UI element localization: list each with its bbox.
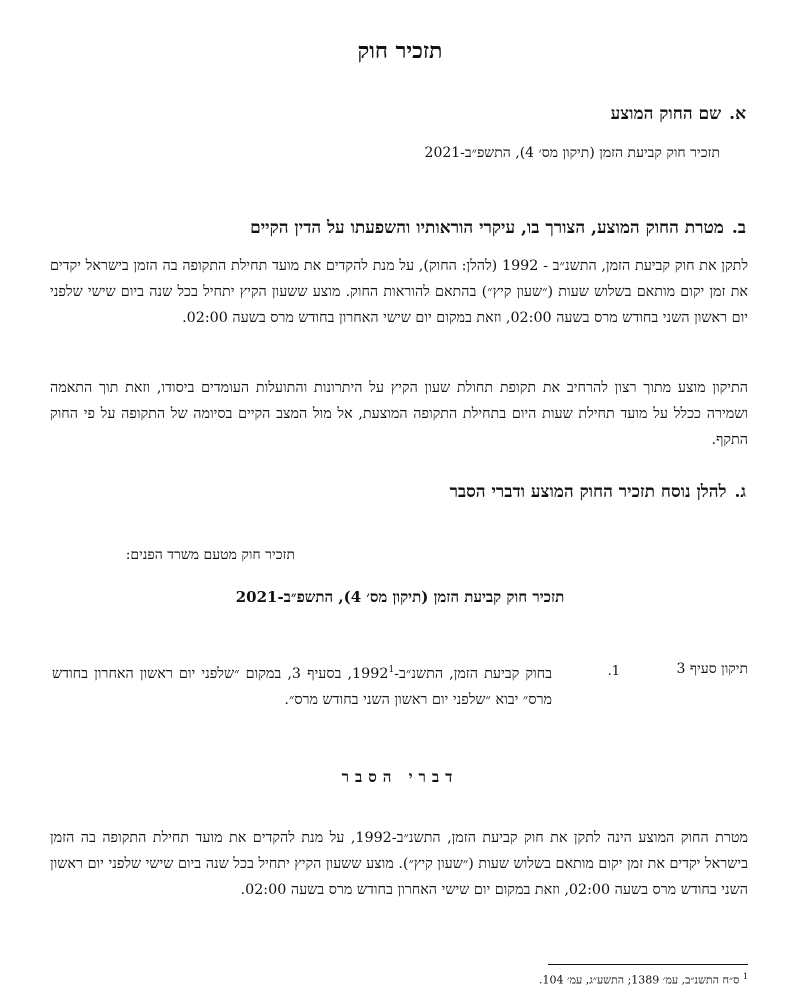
purpose-paragraph-1: לתקן את חוק קביעת הזמן, התשנ״ב - 1992 (להלן: החוק), על מנת להקדים את מועד תחילת התקופה בה הזמן בישראל יקדים את זמן יקום מותאם בשלוש שעות (״שעון קיץ״) בהתאם להוראות החוק. מוצע ששעון הקיץ יתחיל בכל שנה ביום שישי שלפני יום ראשון השני בחודש מרס בשעה 02:00, וזאת במקום יום שישי האחרון בחודש מרס בשעה 02:00.: [50, 258, 749, 326]
section-c-title: להלן נוסח תזכיר החוק המוצע ודברי הסבר: [449, 482, 727, 502]
draft-law-title: תזכיר חוק קביעת הזמן (תיקון מס׳ 4), התשפ״ב-2021: [235, 588, 565, 606]
section-b-heading: [250, 218, 746, 238]
section-c-letter: ג.: [734, 482, 746, 502]
footnote-mark: 1: [742, 972, 748, 981]
section-c-heading: [450, 482, 746, 502]
section-a-title: שם החוק המוצע: [610, 104, 722, 124]
section-b-letter: ב.: [731, 218, 746, 238]
section-b-title: מטרת החוק המוצע, הצורך בו, עיקרי הוראותיו והשפעתו על הדין הקיים: [250, 218, 724, 238]
purpose-paragraph-2: התיקון מוצע מתוך רצון להרחיב את תקופת תחולת שעון הקיץ על היתרונות והתועלות העומדים ביסודו, וזאת תוך התאמה ושמירה ככלל על מועד תחילת שעות היום בתחילת התקופה המוצעת, אל מול המצב הקיים בסיומה של התקופה על פי החוק התקף.: [50, 380, 748, 448]
footnote-divider: [548, 964, 748, 965]
section-a-letter: א.: [729, 104, 746, 124]
explanatory-notes-paragraph: מטרת החוק המוצע הינה לתקן את חוק קביעת הזמן, התשנ״ב-1992, על מנת להקדים את מועד תחילת התקופה בה הזמן בישראל יקדים את זמן יקום מותאם בשלוש שעות (״שעון קיץ״). מוצע ששעון הקיץ יתחיל בכל שנה ביום שישי שלפני יום ראשון השני בחודש מרס בשעה 02:00, וזאת במקום יום שישי האחרון בחודש מרס בשעה 02:00.: [50, 830, 748, 898]
ministry-line: תזכיר חוק מטעם משרד הפנים:: [125, 547, 295, 563]
footnote: [539, 972, 748, 987]
amendment-text-end: , בסעיף 3, במקום ״שלפני יום ראשון האחרון בחודש מרס״ יבוא ״שלפני יום ראשון השני בחודש מרס״.: [52, 665, 552, 708]
document-title: תזכיר חוק: [357, 38, 443, 64]
section-a-heading: [611, 104, 746, 124]
explanatory-notes-title: דברי הסבר: [341, 768, 459, 786]
amendment-number: 1.: [607, 664, 620, 679]
amendment-margin-label: תיקון סעיף 3: [676, 661, 748, 677]
footnote-reference[interactable]: 1: [388, 665, 395, 675]
footnote-text: ס״ח התשנ״ב, עמ׳ 1389; התשע״ג, עמ׳ 104.: [538, 973, 743, 987]
amendment-text-start: בחוק קביעת הזמן, התשנ״ב-1992: [352, 665, 553, 682]
proposed-law-name: תזכיר חוק קביעת הזמן (תיקון מס׳ 4), התשפ״ב-2021: [424, 145, 720, 161]
amendment-text: [52, 657, 552, 713]
